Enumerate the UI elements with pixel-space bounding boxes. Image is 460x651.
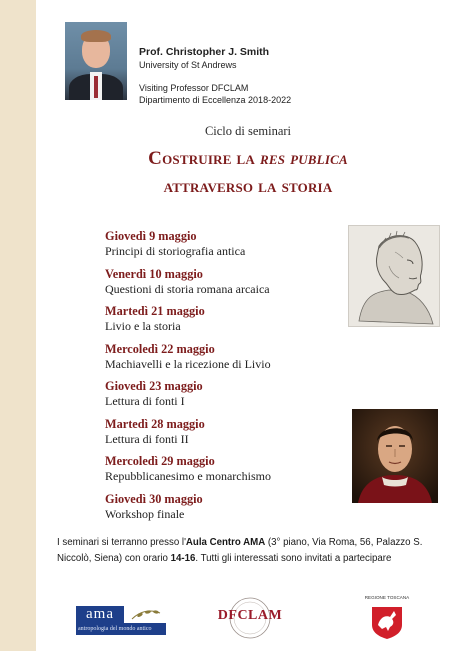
speaker-university: University of St Andrews [139,60,237,70]
ama-caption: antropologia del mondo antico [76,623,166,635]
session-day: Giovedì 30 maggio [105,491,203,506]
session-item [105,417,365,455]
poster-title-line2: attraverso la storia [163,176,333,197]
session-topic: Workshop finale [105,506,185,521]
session-topic: Principi di storiografia antica [105,244,246,258]
venue-room: Aula Centro AMA [185,537,266,548]
session-topic: Lettura di fonti II [105,431,189,446]
title-prefix: Costruire la [148,148,260,169]
ama-mark: ama [76,606,124,623]
session-day: Martedì 21 maggio [105,304,205,318]
series-label: Ciclo di seminari [204,124,292,138]
session-item [105,229,365,267]
session-item [105,342,365,380]
venue-text-2: (3° piano, Via Roma, 56, Palazzo S. Niccolò, Siena) con orario [57,537,423,564]
venue-text-3: . Tutti gli interessati sono invitati a partecipare [195,553,392,564]
session-topic: Repubblicanesimo e monarchismo [105,469,271,483]
dfclam-wordmark: DFCLAM [217,608,283,623]
poster-title-line1 [36,148,460,170]
session-day: Giovedì 23 maggio [105,379,203,393]
session-item [105,379,365,417]
toscana-label: REGIONE TOSCANA [364,595,410,600]
speaker-department: Dipartimento di Eccellenza 2018-2022 [139,95,292,105]
speaker-info [139,46,439,106]
painted-portrait-image [352,409,438,503]
session-topic: Machiavelli e la ricezione di Livio [105,356,271,371]
session-day: Martedì 28 maggio [105,416,205,431]
seminar-poster [36,0,460,651]
dfclam-logo [214,594,286,642]
decorative-side-bar [0,0,36,651]
session-list [105,229,365,529]
session-topic: Questioni di storia romana arcaica [105,281,270,296]
venue-info [57,535,452,567]
session-item [105,304,365,342]
session-item [105,492,365,530]
session-item [105,454,365,492]
sketch-portrait-image [348,225,440,327]
speaker-role: Visiting Professor DFCLAM [139,83,249,93]
session-day: Giovedì 9 maggio [105,229,197,243]
session-day: Venerdì 10 maggio [105,266,203,281]
session-topic: Lettura di fonti I [105,394,185,408]
session-item [105,267,365,305]
leaf-icon [128,607,164,623]
session-day: Mercoledì 22 maggio [105,341,215,356]
session-day: Mercoledì 29 maggio [105,454,215,468]
pegasus-icon [368,603,406,639]
ama-logo [76,606,166,638]
venue-text-1: I seminari si terranno presso l' [57,537,186,548]
speaker-name: Prof. Christopher J. Smith [139,46,270,58]
regione-toscana-logo [362,595,412,641]
venue-hours: 14-16 [170,553,196,564]
title-italic: res publica [259,148,348,169]
session-topic: Livio e la storia [105,319,181,333]
speaker-photo [65,22,127,100]
